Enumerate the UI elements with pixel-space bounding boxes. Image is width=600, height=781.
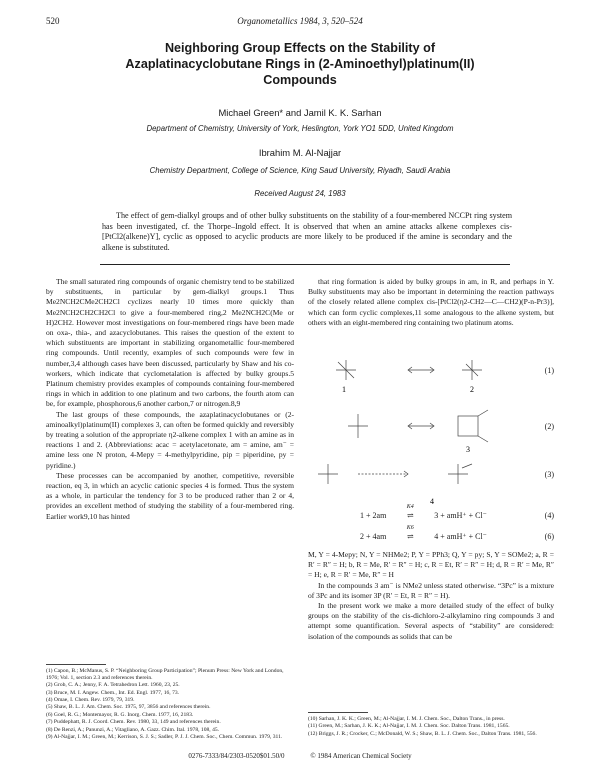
scheme-reaction-3 [308,460,554,510]
compound-3-label: 3 [466,445,470,454]
compound-4-label: 4 [430,497,434,506]
page-footer [0,752,600,760]
paragraph: The small saturated ring compounds of organic chemistry tend to be stabilized by substituents, in particular by gem-dialkyl groups.1 Thus Me2NCH2CMe2CH2Cl cyclizes nearly 10 times more quickly than Me2NCH2CH2CH2Cl to give a four-membered ring,2 Me2NCH2C(Me or H)2CH2. However most investigations on four-membered rings have been made on oxa-, thia-, and azacyclobutanes. This raises the question of the extent to which substituents are important in stabilizing organometallic four-membered ring compounds. Until recently, examples of such compounds were few in number,3,4 although cases have been discussed, particularly by Shaw and his co-workers, which indicate that cyclometalation is affected by bulky groups.5 Platinum chemistry provides examples of compounds containing four-membered rings in which in addition to one platinum and two carbons, the fourth atom can be, for example, phosphorous,6 another carbon,7 or nitrogen.8,9 [46,277,294,409]
scheme-reaction-1 [308,352,554,396]
footnote: (7) Puddephatt, R. J. Coord. Chem. Rev. 1980, 33, 149 and references therein. [46,719,221,726]
footnote: (4) Omae, I. Chem. Rev. 1979, 79, 319. [46,696,135,703]
compound-key: M, Y = 4-Mepy; N, Y = NHMe2; P, Y = PPh3; Q, Y = py; S, Y = SOMe2; a, R = R′ = R″ = H; b, R = Me, R′ = R″ = H; c, R = Et, R′ = R″ = H; d, R = R′ = Me, R″ = H; e, R = R′ = Me, R″ = H [308,550,554,580]
footnote: (1) Capon, B.; McManus, S. P. “Neighboring Group Participation”; Plenum Press: New York and London, 1976; Vol. 1, section 2.3 and references therein. [46,668,284,681]
abstract: The effect of gem-dialkyl groups and of other bulky substituents on the stability of a four-membered NCCPt ring system has been investigated, cf. the Thorpe–Ingold effect. It is observed that when an amine attacks alkene complexes cis-[PtCl2(alkene)Y], cyclic as opposed to acyclic products are more likely to be produced if the amine is secondary and the alkene is substituted. [102,211,512,252]
equation-6-arrow: K6 ⇌ [392,532,428,541]
footnote: (11) Green, M.; Sarhan, J. K. K.; Al-Najjar, I. M. J. Chem. Soc. Dalton Trans. 1981, 1565. [308,723,510,730]
journal-citation: Organometallics 1984, 3, 520–524 [237,16,363,26]
equation-4-rhs: 3 + amH⁺ + Cl⁻ [434,511,487,520]
paragraph: In the present work we make a more detailed study of the effect of bulky groups on the stability of the cis-dichloro-2-alkylamino ring compounds 3 and attempt some quantification. Several aspects of “stability” are considered: isolation of the compounds as solids that can be [308,601,554,641]
scheme-reaction-2 [308,404,554,456]
reaction-1-drawing [308,352,554,396]
article-title [60,40,540,88]
footnote: (5) Shaw, B. L. J. Am. Chem. Soc. 1975, 97, 3856 and references therein. [46,704,211,711]
reaction-3-drawing [308,460,554,510]
abstract-rule [100,264,510,265]
running-header [46,16,554,30]
equation-4-arrow: K4 ⇌ [392,511,428,520]
page-number: 520 [46,16,60,26]
equation-3-number: (3) [544,470,554,479]
right-column-top [308,277,554,328]
footnote: (8) De Renzi, A.; Panunzi, A.; Vitagliano, A. Gazz. Chim. Ital. 1978, 108, 45. [46,726,220,733]
equation-4-number: (4) [544,511,554,520]
authors-york: Michael Green* and Jamil K. K. Sarhan [218,107,382,118]
footnotes-left [46,668,294,741]
paragraph: The last groups of these compounds, the azaplatinacyclobutanes or (2-aminoalkyl)platinum(II) complexes 3, can often be formed quickly and reversibly by treating a solution of the appropriate η2-alkene complex 1 with an amine as in reactions 1 and 2. (Abbreviations: acac = acetylacetonate, am = amine, am⁻ = amine less one N proton, 4-Mepy = 4-methylpyridine, pip = piperidine, py = pyridine.) [46,409,294,470]
footnote-rule-right [308,712,368,713]
footnote: (3) Bruce, M. I. Angew. Chem., Int. Ed. Engl. 1977, 16, 73. [46,689,180,696]
footnote-rule-left [46,664,106,665]
article-code: 0276-7333/84/2303-0520$01.50/0 [188,752,285,760]
footnotes-right [308,716,554,738]
reaction-2-drawing [308,404,554,456]
title-line-1: Neighboring Group Effects on the Stability of [164,41,436,55]
equation-4-constant: K4 [406,504,414,510]
left-column [46,277,294,522]
footnote: (2) Grob, C. A.; Jenny, F. A. Tetrahedron Lett. 1960, 23, 25. [46,682,180,689]
equation-6-number: (6) [544,532,554,541]
equation-6-rhs: 4 + amH⁺ + Cl⁻ [434,532,487,541]
copyright: © 1984 American Chemical Society [310,752,412,760]
compound-1-label: 1 [342,385,346,394]
footnote: (6) Goel, R. G.; Montemayor, R. G. Inorg. Chem. 1977, 16, 2183. [46,711,194,718]
equation-1-number: (1) [544,366,554,375]
affiliation-york: Department of Chemistry, University of York, Heslington, York YO1 5DD, United Kingdom [146,124,454,133]
authors-riyadh: Ibrahim M. Al-Najjar [258,147,342,158]
affiliation-riyadh: Chemistry Department, College of Science, King Saud University, Riyadh, Saudi Arabia [149,166,451,175]
equation-6-constant: K6 [406,525,414,531]
equation-6-lhs: 2 + 4am [360,532,387,541]
received-date: Received August 24, 1983 [254,189,346,198]
equation-4 [320,504,554,520]
paragraph: that ring formation is aided by bulky groups in am, in R, and perhaps in Y. Bulky substituents may also be important in determining the reaction pathways of the closely related allene complex cis-[PtCl2(η2-CH2—C—CH2)(P-n-Pr3)], which can form cyclic complexes,11 some analogous to the alkene system, but others with an eight-membered ring containing two platinum atoms. [308,277,554,327]
equation-2-number: (2) [544,422,554,431]
paragraph: In the compounds 3 am⁻ is NMe2 unless stated otherwise. “3Pc” is a mixture of 3Pc and its isomer 3P (R′ = Et, R = R″ = H). [308,580,554,600]
right-column-bottom [308,550,554,642]
footnote: (10) Sarhan, J. K. K.; Green, M.; Al-Najjar, I. M. J. Chem. Soc., Dalton Trans., in press. [308,716,505,722]
title-line-3: Compounds [263,73,337,87]
footnote: (9) Al-Najjar, I. M.; Green, M.; Kerrison, S. J. S.; Sadler, P. J. J. Chem. Soc., Chem. Commun. 1979, 311. [46,733,283,740]
title-line-2: Azaplatinacyclobutane Rings in (2-Aminoethyl)platinum(II) [125,57,475,71]
equation-4-lhs: 1 + 2am [360,511,387,520]
paragraph: These processes can be accompanied by another, competitive, reversible reaction, eq 3, in which an acyclic cationic species 4 is formed. Thus the system as a whole, in particular the tendency for 3 to be produced rather than 2 or 4, provides an excellent method of studying the stability of a four-membered ring. Earlier work9,10 has hinted [46,470,294,521]
compound-2-label: 2 [470,385,474,394]
equation-6 [320,525,554,541]
footnote: (12) Briggs, J. R.; Crocker, C.; McDonald, W. S.; Shaw, B. L. J. Chem. Soc., Dalton Trans. 1981, 556. [308,730,537,737]
